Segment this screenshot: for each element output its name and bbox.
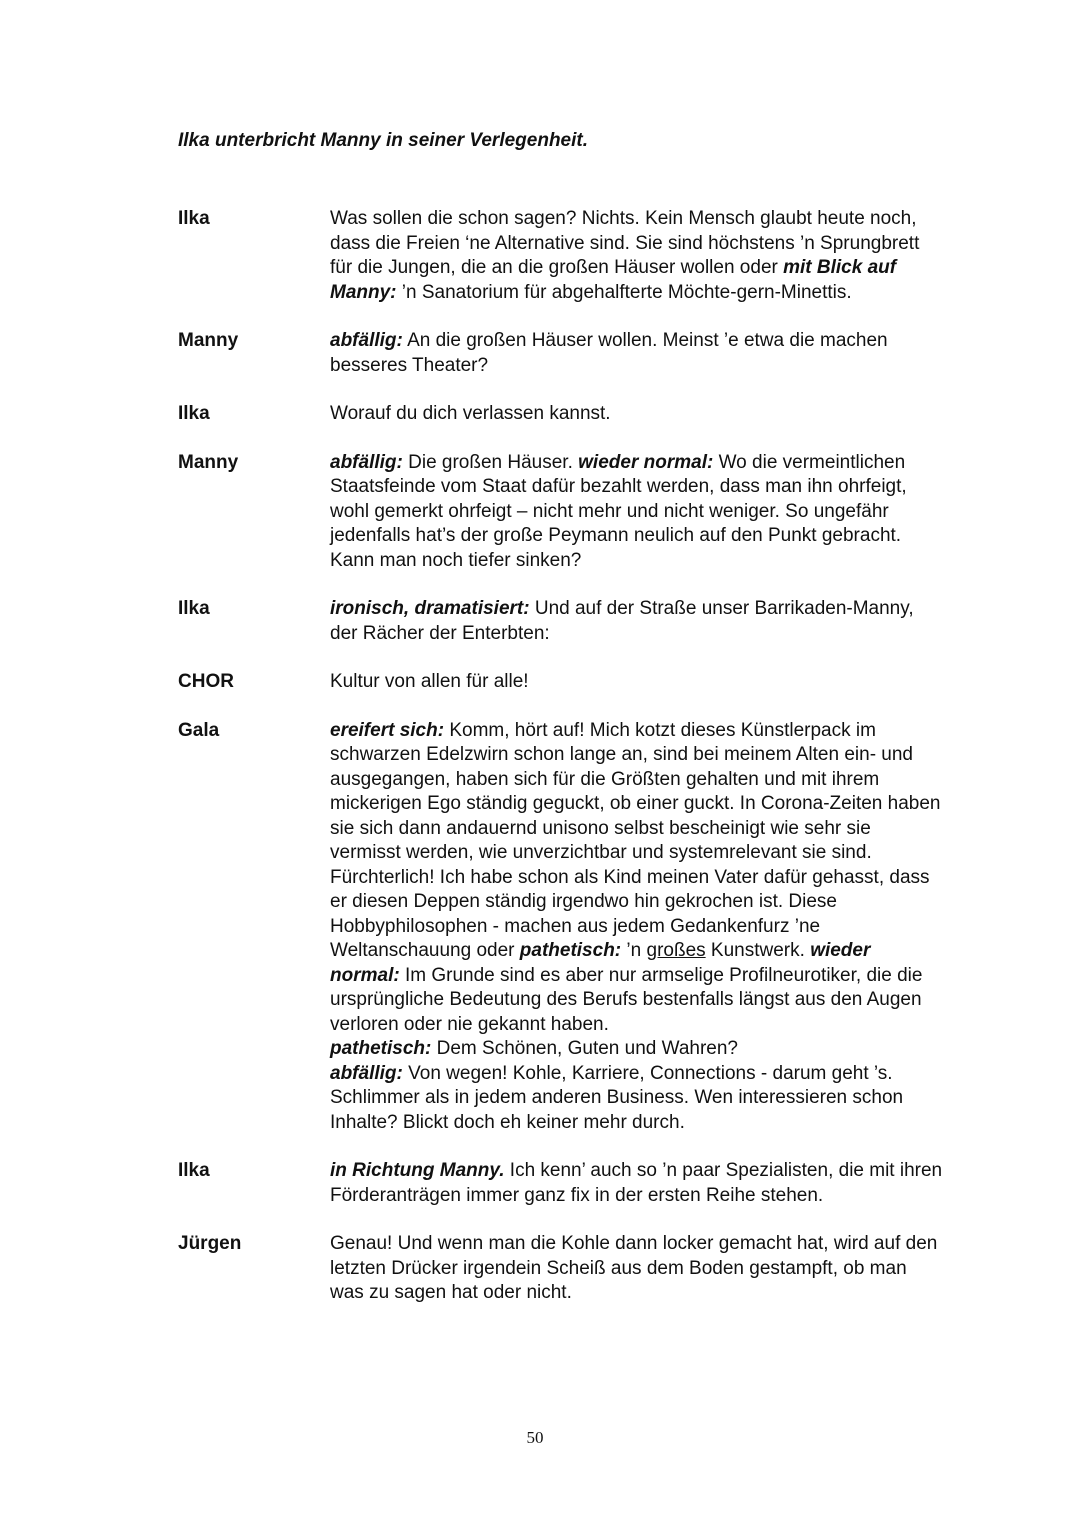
speech-run: Die großen Häuser. [402, 451, 579, 473]
speaker-name: CHOR [178, 671, 234, 692]
stage-cue: mit Blick auf Manny: [330, 257, 897, 303]
page-number: 50 [526, 1428, 544, 1447]
speech-run: Genau! Und wenn man die Kohle dann locker gemacht hat, wird auf den letzten Drücker irgendein Scheiß aus dem Boden gestampft, ob man was zu sagen hat oder nicht. [330, 1233, 938, 1303]
speech-run: Ich kenn’ auch so ’n paar Spezialisten, die mit ihren Förderanträgen immer ganz fix in der ersten Reihe stehen. [330, 1160, 943, 1206]
underlined-word: großes [646, 940, 706, 961]
dialogue-line [178, 402, 958, 427]
speech-run: Worauf du dich verlassen kannst. [330, 403, 611, 424]
speech-text [330, 329, 945, 378]
script-page-body [178, 128, 958, 1306]
speech-run: Was sollen die schon sagen? Nichts. Kein Mensch glaubt heute noch, dass die Freien ‘ne Alternative sind. Sie sind höchstens ’n Sprungbrett für die Jungen, die an die großen Häuser wollen oder [330, 208, 920, 278]
speech-run: Komm, hört auf! Mich kotzt dieses Künstlerpack im schwarzen Edelzwirn schon lange an, sind bei meinem Alten ein- und ausgegangen, haben sich für die Größten gehalten und mit ihrem mickerigen Ego ständig geguckt, ob einer guckt. In Corona-Zeiten haben sie sich dann andauernd unisono selbst bescheinigt wie sehr sie vermisst werden, wie unverzichtbar und systemrelevant sie sind. Fürchterlich! Ich habe schon als Kind meinen Vater dafür gehasst, dass er diesen Deppen ständig irgendwo hin gekrochen ist. Diese Hobbyphilosophen - machen aus jedem Gedankenfurz ’ne Weltanschauung oder [330, 719, 941, 961]
stage-cue: ironisch, dramatisiert: [330, 598, 530, 619]
speech-text [330, 597, 945, 646]
speaker-name: Ilka [178, 208, 210, 229]
speech-paragraph [330, 1232, 945, 1306]
dialogue-line [178, 207, 958, 305]
speech-paragraph [330, 1062, 945, 1136]
speech-text [330, 719, 945, 1136]
speech-run: ’n [621, 940, 647, 961]
speech-run: Und auf der Straße unser Barrikaden-Manny, der Rächer der Enterbten: [330, 598, 914, 644]
stage-cue: abfällig: [330, 1062, 403, 1084]
speech-text [330, 207, 945, 305]
speaker-name: Ilka [178, 403, 210, 424]
speaker-name: Jürgen [178, 1233, 242, 1254]
speech-run: Kultur von allen für alle! [330, 671, 529, 692]
speech-paragraph [330, 719, 945, 1038]
stage-cue: pathetisch: [330, 1038, 432, 1059]
speech-paragraph [330, 402, 945, 427]
stage-cue: in Richtung Manny. [330, 1160, 505, 1181]
speaker-name: Gala [178, 719, 220, 741]
speech-run: Kunstwerk. [705, 940, 811, 961]
stage-cue: pathetisch: [519, 940, 622, 961]
stage-cue: wieder normal: [578, 451, 714, 473]
speech-paragraph [330, 207, 945, 305]
speech-paragraph [330, 1037, 945, 1062]
dialogue-line [178, 1232, 958, 1306]
speech-run: An die großen Häuser wollen. Meinst ’e etwa die machen besseres Theater? [330, 330, 888, 376]
speaker-name: Manny [178, 330, 239, 351]
stage-cue: ereifert sich: [330, 719, 445, 741]
speaker-name: Manny [178, 451, 239, 473]
speech-run: Dem Schönen, Guten und Wahren? [431, 1038, 739, 1059]
speech-text [330, 402, 945, 427]
dialogue-line [178, 451, 958, 574]
dialogue-line [178, 329, 958, 378]
speech-run: Von wegen! Kohle, Karriere, Connections - darum geht ’s. Schlimmer als in jedem anderen Business. Wen interessieren schon Inhalte? Blickt doch eh keiner mehr durch. [330, 1062, 904, 1133]
dialogue-line [178, 670, 958, 695]
speech-paragraph [330, 1159, 945, 1208]
stage-cue: abfällig: [330, 451, 403, 473]
speech-paragraph [330, 670, 945, 695]
speech-run: Im Grunde sind es aber nur armselige Profilneurotiker, die die ursprüngliche Bedeutung des Berufs bestenfalls längst aus den Augen verloren oder nie gekannt haben. [330, 964, 923, 1035]
speech-text [330, 1232, 945, 1306]
dialogue-line [178, 1159, 958, 1208]
speech-text [330, 670, 945, 695]
speech-run: ’n Sanatorium für abgehalfterte Möchte-gern-Minettis. [396, 281, 852, 303]
speech-text [330, 1159, 945, 1208]
speech-paragraph [330, 451, 945, 574]
speech-run: Wo die vermeintlichen Staatsfeinde vom Staat dafür bezahlt werden, dass man ihn ohrfeigt, wohl gemerkt ohrfeigt – nicht mehr und nicht weniger. So ungefähr jedenfalls hat’s der große Peymann neulich auf den Punkt gebracht. Kann man noch tiefer sinken? [330, 451, 907, 571]
dialogue-line [178, 597, 958, 646]
dialogue-list [178, 207, 958, 1306]
stage-cue: wieder normal: [330, 940, 871, 986]
speech-text [330, 451, 945, 574]
stage-direction: Ilka unterbricht Manny in seiner Verlegenheit. [178, 130, 589, 151]
speaker-name: Ilka [178, 598, 210, 619]
dialogue-line [178, 719, 958, 1136]
speaker-name: Ilka [178, 1160, 210, 1181]
speech-paragraph [330, 597, 945, 646]
speech-paragraph [330, 329, 945, 378]
stage-cue: abfällig: [330, 330, 403, 351]
